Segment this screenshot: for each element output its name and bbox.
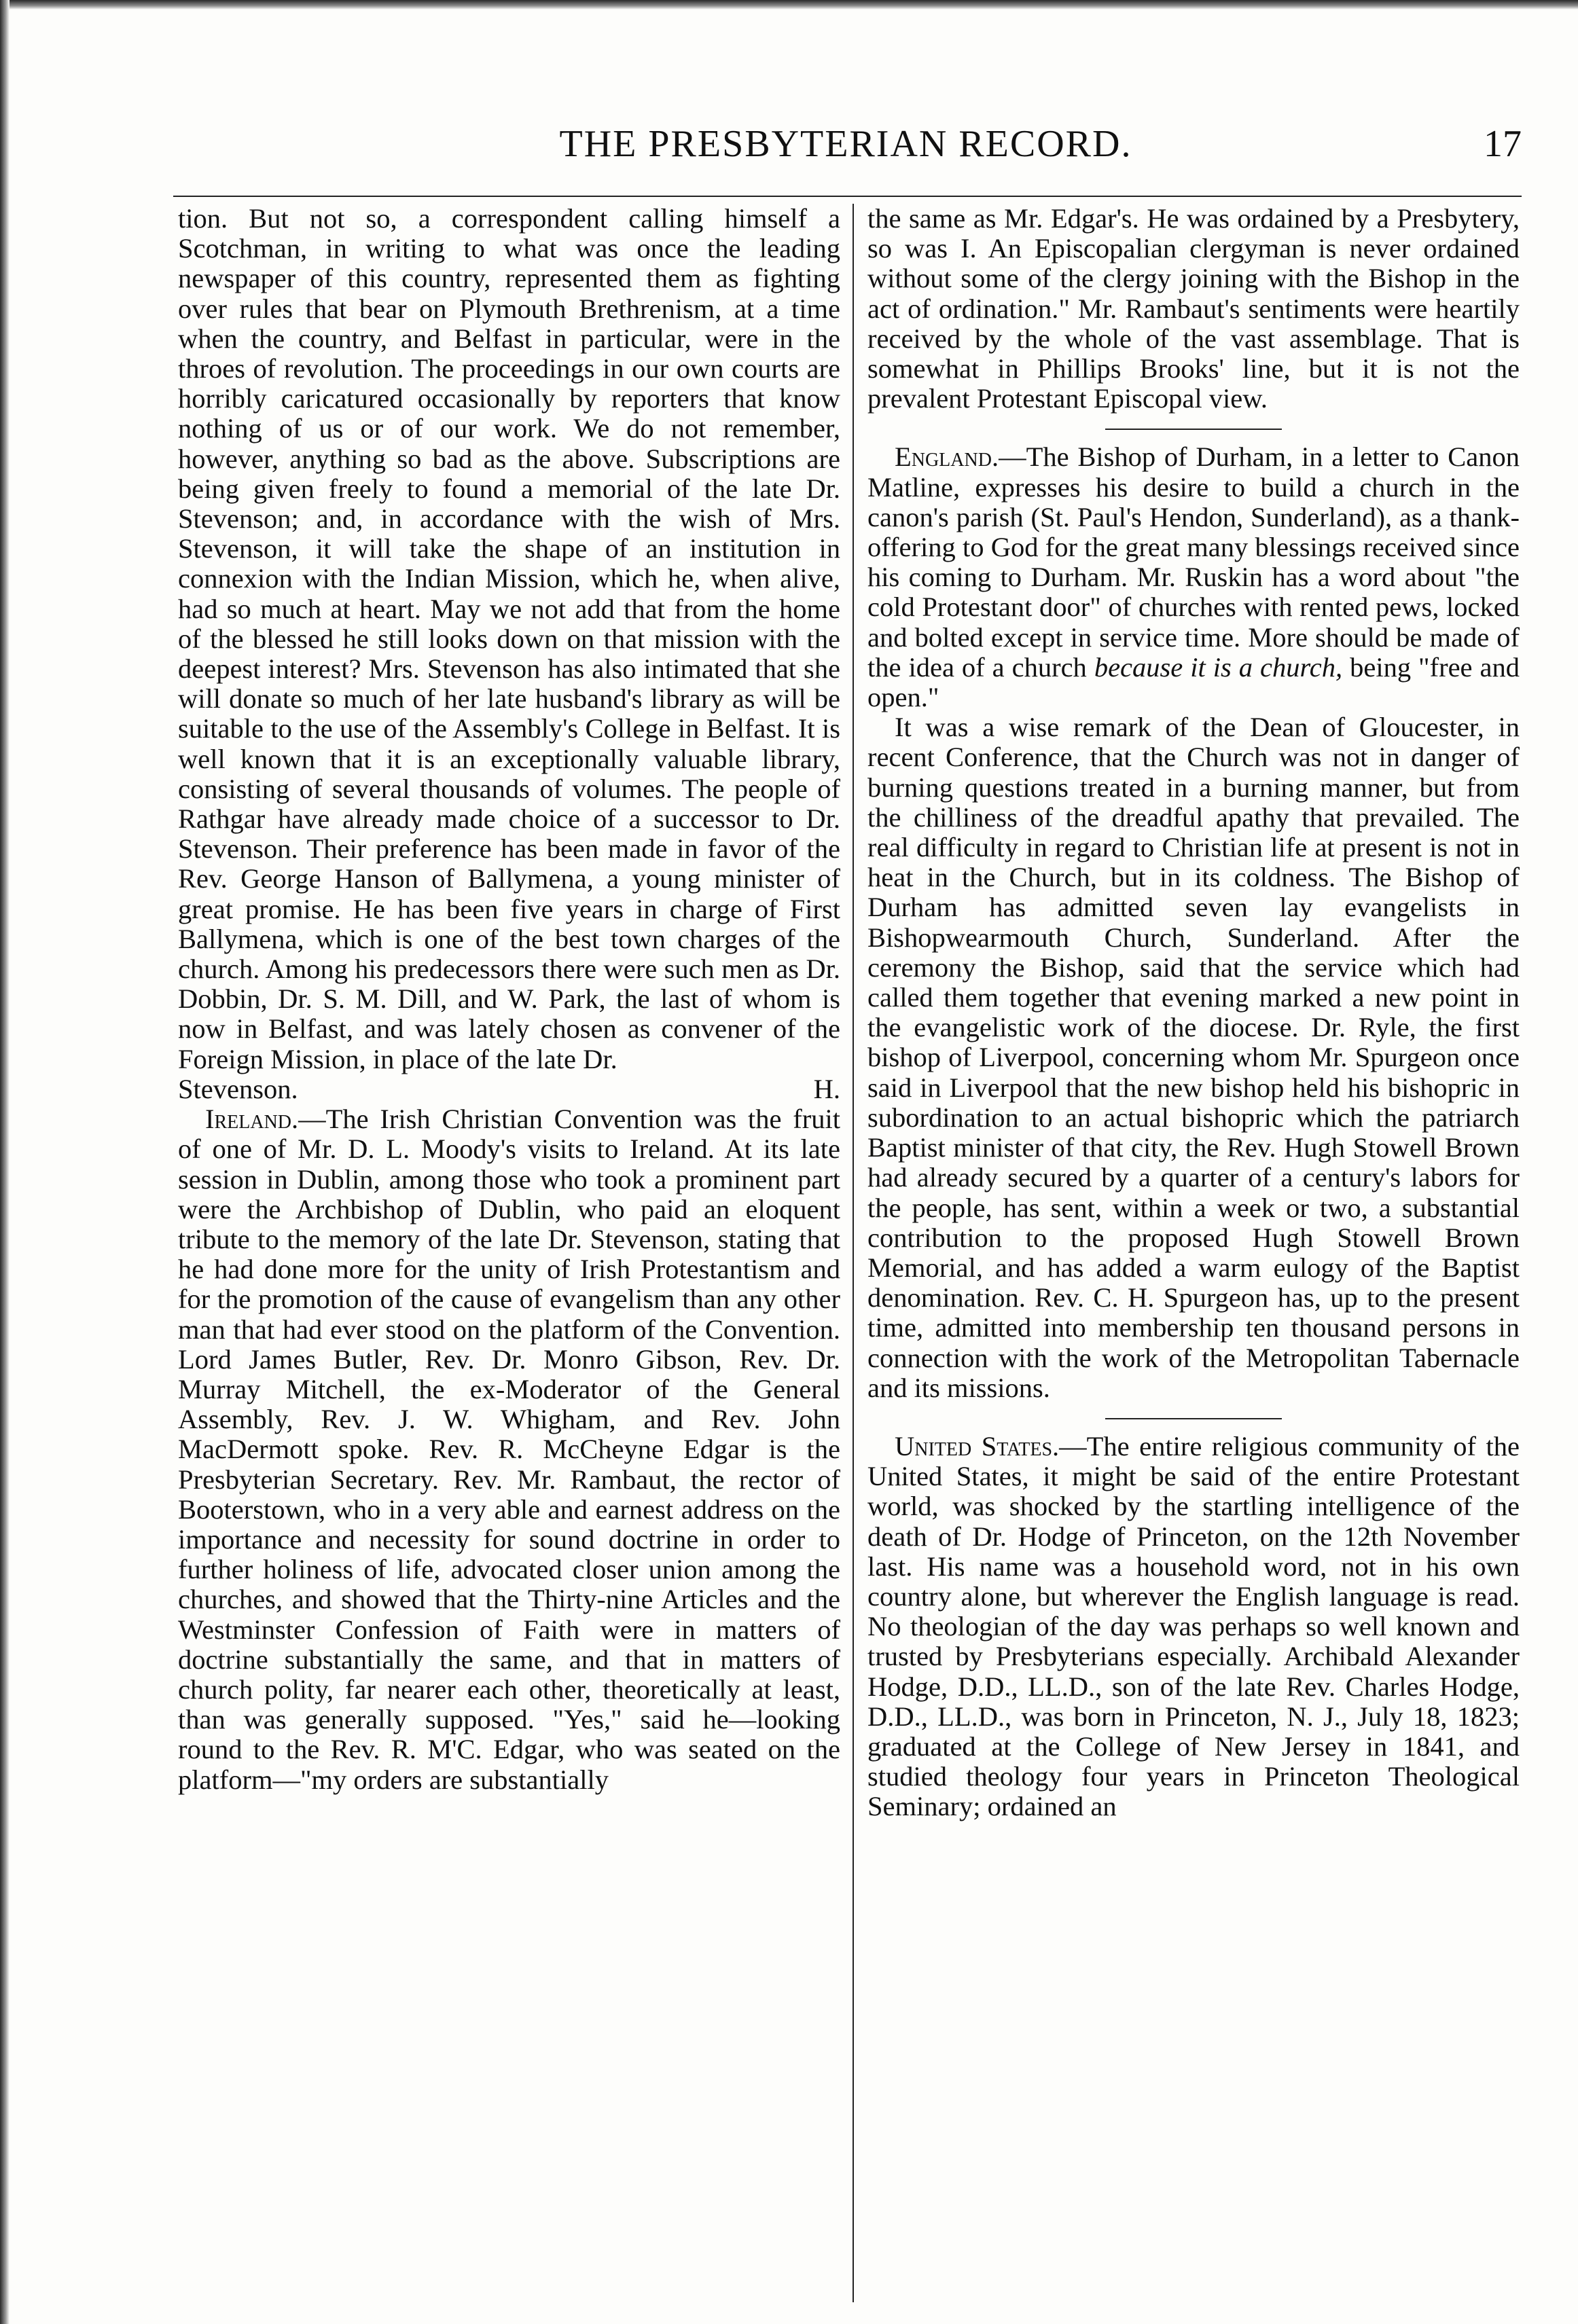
section-lead-ireland: Ireland. bbox=[205, 1104, 299, 1135]
section-lead-england: England. bbox=[895, 441, 999, 473]
paragraph-england-text-1: —The Bishop of Durham, in a letter to Canon Matline, expresses his desire to build a church in the canon's parish (St. Paul's Hendon, Sunderland), as a thank-offering to God for the great many blessings received since his coming to Durham. Mr. Ruskin has a word about "the cold Protestant door" of churches with rented pews, locked and bolted except in service time. More should be made of the idea of a church bbox=[867, 441, 1520, 683]
signature-line: Stevenson. H. bbox=[178, 1073, 840, 1104]
left-column bbox=[178, 204, 840, 1795]
section-separator bbox=[1105, 429, 1282, 430]
paragraph-england bbox=[867, 442, 1520, 712]
column-divider bbox=[853, 204, 854, 2302]
page-left-edge-shadow bbox=[0, 0, 10, 2324]
section-lead-united-states: United States. bbox=[895, 1430, 1060, 1461]
paragraph-stevenson-memorial: tion. But not so, a correspondent calling himself a Scotchman, in writing to what was once the leading newspaper of this country, represented them as fighting over rules that bear on Plymouth Brethrenism, at a time when the country, and Belfast in particular, were in the throes of revolution. The proceedings in our own courts are horribly caricatured occasionally by reporters that know nothing of us or of our work. We do not remember, however, anything so bad as the above. Subscriptions are being given freely to found a memorial of the late Dr. Stevenson; and, in accordance with the wish of Mrs. Stevenson, it will take the shape of an institution in connexion with the Indian Mission, which he, when alive, had so much at heart. May we not add that from the home of the blessed he still looks down on that mission with the deepest interest? Mrs. Stevenson has also intimated that she will donate so much of her late husband's library as will be suitable to the use of the Assembly's College in Belfast. It is well known that it is an exceptionally valuable library, consisting of several thousands of volumes. The people of Rathgar have already made choice of a successor to Dr. Stevenson. Their preference has been made in favor of the Rev. George Hanson of Ballymena, a young minister of great promise. He has been five years in charge of First Ballymena, which is one of the best town charges of the church. Among his predecessors there were such men as Dr. Dobbin, Dr. S. M. Dill, and W. Park, the last of whom is now in Belfast, and was lately chosen as convener of the Foreign Mission, in place of the late Dr. bbox=[178, 203, 840, 1074]
page-number: 17 bbox=[1484, 123, 1522, 165]
paragraph-dean-of-gloucester: It was a wise remark of the Dean of Gloucester, in recent Conference, that the Church was not in danger of burning questions treated in a burning manner, but from the chilliness of the dreadful apathy that prevailed. The real difficulty in regard to Christian life at present is not in heat in the Church, but in its coldness. The Bishop of Durham has admitted seven lay evangelists in Bishopwearmouth Church, Sunderland. After the ceremony the Bishop, said that the service which had called them together that evening marked a new point in the evangelistic work of the diocese. Dr. Ryle, the first bishop of Liverpool, concerning whom Mr. Spurgeon once said in Liverpool that the new bishop held his bishopric in subordination to an actual bishopric which the patriarch Baptist minister of that city, the Rev. Hugh Stowell Brown had already secured by a quarter of a century's labors for the people, has sent, within a week or two, a substantial contribution to the proposed Hugh Stowell Brown Memorial, and has added a warm eulogy of the Baptist denomination. Rev. C. H. Spurgeon has, up to the present time, admitted into membership ten thousand persons in connection with the work of the Metropolitan Tabernacle and its missions. bbox=[867, 712, 1520, 1403]
section-separator bbox=[1105, 1418, 1282, 1419]
running-header bbox=[170, 122, 1522, 177]
paragraph-england-italic: because it is a church, bbox=[1094, 651, 1343, 683]
paragraph-united-states-text: —The entire religious community of the United States, it might be said of the entire Protestant world, was shocked by the startling intelligence of the death of Dr. Hodge of Princeton, on the 12th November last. His name was a household word, not in his own country alone, but wherever the English language is read. No theologian of the day was perhaps so well known and trusted by Presbyterians especially. Archibald Alexander Hodge, D.D., LL.D., son of the late Rev. Charles Hodge, D.D., LL.D., was born in Princeton, N. J., July 18, 1823; graduated at the College of New Jersey in 1841, and studied theology four years in Princeton Theological Seminary; ordained an bbox=[867, 1430, 1520, 1822]
right-column bbox=[867, 204, 1520, 1822]
page-top-edge-shadow bbox=[0, 0, 1578, 10]
page-title: THE PRESBYTERIAN RECORD. bbox=[559, 123, 1132, 165]
paragraph-united-states bbox=[867, 1432, 1520, 1822]
paragraph-rambaut-continued: the same as Mr. Edgar's. He was ordained by a Presbytery, so was I. An Episcopalian clergyman is never ordained without some of the clergy joining with the Bishop in the act of ordination." Mr. Rambaut's sentiments were heartily received by the whole of the vast assemblage. That is somewhat in Phillips Brooks' line, but it is not the prevalent Protestant Episcopal view. bbox=[867, 203, 1520, 414]
paragraph-ireland bbox=[178, 1104, 840, 1795]
paragraph-ireland-text: —The Irish Christian Convention was the fruit of one of Mr. D. L. Moody's visits to Ireland. At its late session in Dublin, among those who took a prominent part were the Archbishop of Dublin, who paid an eloquent tribute to the memory of the late Dr. Stevenson, stating that he had done more for the unity of Irish Protestantism and for the promotion of the cause of evangelism than any other man that had ever stood on the platform of the Convention. Lord James Butler, Rev. Dr. Monro Gibson, Rev. Dr. Murray Mitchell, the ex-Moderator of the General Assembly, Rev. J. W. Whigham, and Rev. John MacDermott spoke. Rev. R. McCheyne Edgar is the Presbyterian Secretary. Rev. Mr. Rambaut, the rector of Booterstown, who in a very able and earnest address on the importance and necessity for sound doctrine in order to further holiness of life, advocated closer union among the churches, and showed that the Thirty-nine Articles and the Westminster Confession of Faith were in matters of doctrine substantially the same, and that in matters of church polity, far nearer each other, theoretically at least, than was generally supposed. "Yes," said he—looking round to the Rev. R. M'C. Edgar, who was seated on the platform—"my orders are substantially bbox=[178, 1104, 840, 1795]
paragraph-england-text-2: being "free and open." bbox=[867, 651, 1520, 713]
header-rule bbox=[173, 196, 1522, 197]
